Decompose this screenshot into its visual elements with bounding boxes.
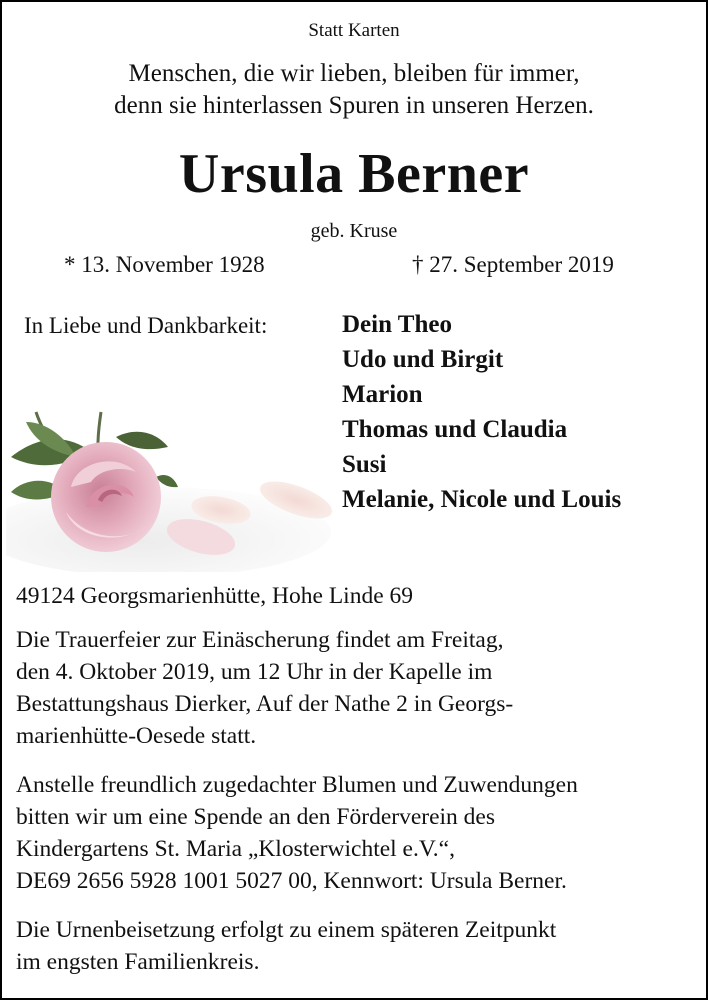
text-line: Die Trauerfeier zur Einäscherung findet am Freitag, [16,627,504,653]
text-line: Die Urnenbeisetzung erfolgt zu einem späteren Zeitpunkt [16,917,557,943]
text-line: Kindergartens St. Maria „Klosterwichtel e.V.“, [16,836,455,862]
mourner-name: Udo und Birgit [342,346,504,373]
text-line: im engsten Familienkreis. [16,949,260,975]
text-line: den 4. Oktober 2019, um 12 Uhr in der Kapelle im [16,659,493,685]
mourner-name: Thomas und Claudia [342,416,568,443]
text-line: Anstelle freundlich zugedachter Blumen und Zuwendungen [16,772,578,798]
mourner-name: Dein Theo [342,311,452,338]
text-line: Bestattungshaus Dierker, Auf der Nathe 2 in Georgs- [16,691,514,717]
motto-line-1: Menschen, die wir lieben, bleiben für immer, [128,60,580,87]
statt-karten-label: Statt Karten [308,20,400,41]
mourner-name: Melanie, Nicole und Louis [342,486,622,513]
mourner-name: Susi [342,451,387,478]
birth-name: geb. Kruse [310,220,398,242]
birth-date: * 13. November 1928 [64,252,265,277]
text-line: DE69 2656 5928 1001 5027 00, Kennwort: Ursula Berner. [16,868,567,894]
address: 49124 Georgsmarienhütte, Hohe Linde 69 [16,583,414,609]
text-line: marienhütte-Oesede statt. [16,723,257,749]
death-date: † 27. September 2019 [412,252,614,277]
deceased-name: Ursula Berner [178,143,530,205]
rose-illustration [6,382,346,572]
mourner-name: Marion [342,381,423,408]
motto-line-2: denn sie hinterlassen Spuren in unseren Herzen. [114,92,594,119]
text-line: bitten wir um eine Spende an den Förderverein des [16,804,495,830]
mourners-intro: In Liebe und Dankbarkeit: [24,313,268,338]
